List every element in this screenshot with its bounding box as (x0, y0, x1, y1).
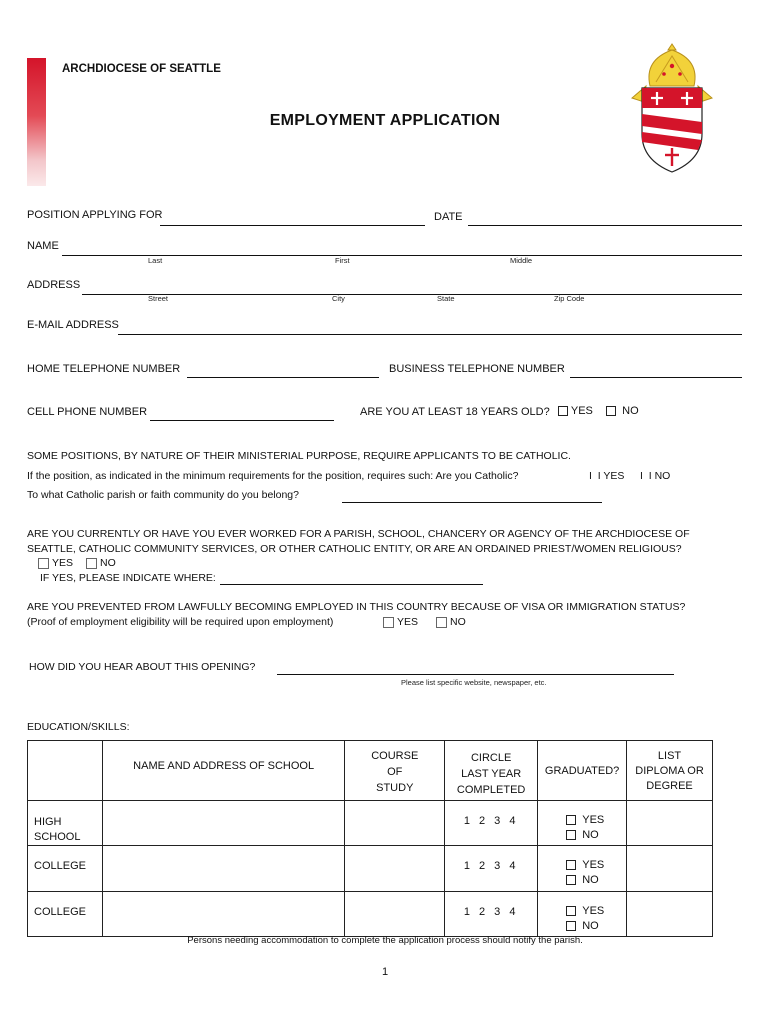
header-circle: CIRCLE LAST YEAR COMPLETED (445, 741, 538, 801)
graduated-yes-checkbox[interactable] (566, 906, 576, 916)
worked-no-checkbox[interactable] (86, 558, 97, 569)
diploma-cell[interactable] (627, 846, 713, 892)
diploma-cell[interactable] (627, 892, 713, 937)
org-name: ARCHDIOCESE OF SEATTLE (62, 63, 221, 75)
address-state-hint: State (437, 294, 455, 303)
age-question: ARE YOU AT LEAST 18 YEARS OLD? (360, 406, 550, 418)
graduated-cell (538, 892, 627, 937)
worked-if-yes-label: IF YES, PLEASE INDICATE WHERE: (40, 572, 216, 584)
name-middle-hint: Middle (510, 256, 533, 265)
worked-where-input[interactable] (220, 570, 483, 585)
education-header-row (28, 741, 713, 801)
address-input[interactable] (82, 280, 742, 295)
catholic-question: If the position, as indicated in the minimum requirements for the position, requires such: Are you Catholic? (27, 470, 519, 482)
graduated-yes-checkbox[interactable] (566, 815, 576, 825)
header-graduated: GRADUATED? (538, 741, 627, 801)
header-school: NAME AND ADDRESS OF SCHOOL (102, 741, 344, 801)
address-city-hint: City (332, 294, 345, 303)
visa-no-checkbox[interactable] (436, 617, 447, 628)
visa-yes-option[interactable] (383, 616, 418, 628)
page-title: EMPLOYMENT APPLICATION (269, 112, 501, 129)
position-label: POSITION APPLYING FOR (27, 209, 163, 221)
course-cell[interactable] (345, 846, 445, 892)
visa-question: ARE YOU PREVENTED FROM LAWFULLY BECOMING EMPLOYED IN THIS COUNTRY BECAUSE OF VISA OR IMMIGRATION STATUS? (27, 601, 686, 613)
table-row (28, 801, 713, 846)
hear-hint: Please list specific website, newspaper, etc. (401, 678, 547, 687)
header-course: COURSE OF STUDY (345, 741, 445, 801)
parish-question: To what Catholic parish or faith community do you belong? (27, 489, 299, 501)
date-label: DATE (434, 211, 463, 223)
visa-yes-checkbox[interactable] (383, 617, 394, 628)
age-yes-label: YES (570, 405, 593, 417)
page-number: 1 (381, 966, 389, 978)
graduated-yes-option[interactable]: YES (566, 858, 626, 873)
worked-no-option[interactable] (86, 557, 116, 569)
graduated-cell (538, 801, 627, 846)
school-name-cell[interactable] (102, 846, 344, 892)
business-phone-input[interactable] (570, 363, 742, 378)
diploma-cell[interactable] (627, 801, 713, 846)
age-no-option[interactable] (606, 405, 639, 417)
years-cell[interactable]: 1 2 3 4 (445, 846, 538, 892)
cell-phone-label: CELL PHONE NUMBER (27, 406, 148, 418)
home-phone-input[interactable] (187, 363, 379, 378)
catholic-no-label: NO (654, 470, 671, 482)
catholic-yes-option[interactable]: I I YES (589, 470, 625, 482)
row-type: COLLEGE (28, 892, 103, 937)
hear-question: HOW DID YOU HEAR ABOUT THIS OPENING? (29, 661, 256, 673)
graduated-no-checkbox[interactable] (566, 875, 576, 885)
graduated-yes-checkbox[interactable] (566, 860, 576, 870)
cell-phone-input[interactable] (150, 406, 334, 421)
name-first-hint: First (335, 256, 350, 265)
address-label: ADDRESS (27, 279, 81, 291)
catholic-no-option[interactable]: I I NO (640, 470, 671, 482)
catholic-statement: SOME POSITIONS, BY NATURE OF THEIR MINISTERIAL PURPOSE, REQUIRE APPLICANTS TO BE CATHOLIC. (27, 450, 571, 462)
name-input[interactable] (62, 241, 742, 256)
graduated-yes-option[interactable]: YES (566, 904, 626, 919)
age-no-checkbox[interactable] (606, 406, 616, 416)
age-no-label: NO (622, 405, 639, 417)
graduated-no-option[interactable]: NO (566, 919, 626, 934)
address-zip-hint: Zip Code (554, 294, 585, 303)
school-name-cell[interactable] (102, 801, 344, 846)
row-type: COLLEGE (28, 846, 103, 892)
parish-input[interactable] (342, 488, 602, 503)
education-heading: EDUCATION/SKILLS: (27, 721, 130, 733)
business-phone-label: BUSINESS TELEPHONE NUMBER (389, 363, 565, 375)
email-input[interactable] (118, 320, 742, 335)
home-phone-label: HOME TELEPHONE NUMBER (27, 363, 181, 375)
visa-note: (Proof of employment eligibility will be required upon employment) (27, 616, 334, 628)
accommodation-note: Persons needing accommodation to complete the application process should notify the parish. (187, 935, 583, 946)
visa-no-label: NO (450, 616, 466, 628)
years-cell[interactable]: 1 2 3 4 (445, 892, 538, 937)
visa-yes-label: YES (397, 616, 419, 628)
table-row (28, 892, 713, 937)
worked-question-line2: SEATTLE, CATHOLIC COMMUNITY SERVICES, OR OTHER CATHOLIC ENTITY, OR ARE AN ORDAINED PRIEST/WOMEN RELIGIOUS? (27, 543, 682, 555)
age-yes-option[interactable] (558, 405, 593, 417)
date-input[interactable] (468, 211, 742, 226)
worked-question-line1: ARE YOU CURRENTLY OR HAVE YOU EVER WORKED FOR A PARISH, SCHOOL, CHANCERY OR AGENCY OF THE ARCHDIOCESE OF (27, 528, 690, 540)
graduated-no-option[interactable]: NO (566, 828, 626, 843)
catholic-yes-label: YES (603, 470, 625, 482)
archdiocese-crest-icon (624, 42, 720, 174)
row-type: HIGH SCHOOL (28, 801, 103, 846)
graduated-yes-option[interactable]: YES (566, 813, 626, 828)
worked-yes-checkbox[interactable] (38, 558, 49, 569)
course-cell[interactable] (345, 801, 445, 846)
graduated-no-option[interactable]: NO (566, 873, 626, 888)
worked-no-label: NO (100, 557, 116, 569)
course-cell[interactable] (345, 892, 445, 937)
graduated-no-checkbox[interactable] (566, 830, 576, 840)
name-label: NAME (27, 240, 59, 252)
header-diploma: LIST DIPLOMA OR DEGREE (627, 741, 713, 801)
position-input[interactable] (160, 211, 425, 226)
years-cell[interactable]: 1 2 3 4 (445, 801, 538, 846)
graduated-cell (538, 846, 627, 892)
education-table (27, 740, 713, 937)
table-row (28, 846, 713, 892)
address-street-hint: Street (148, 294, 169, 303)
email-label: E-MAIL ADDRESS (27, 319, 119, 331)
school-name-cell[interactable] (102, 892, 344, 937)
worked-yes-option[interactable] (38, 557, 73, 569)
hear-input[interactable] (277, 660, 674, 675)
age-yes-checkbox[interactable] (558, 406, 568, 416)
education-header-blank (28, 741, 103, 801)
visa-no-option[interactable] (436, 616, 466, 628)
name-last-hint: Last (148, 256, 163, 265)
graduated-no-checkbox[interactable] (566, 921, 576, 931)
worked-yes-label: YES (52, 557, 74, 569)
